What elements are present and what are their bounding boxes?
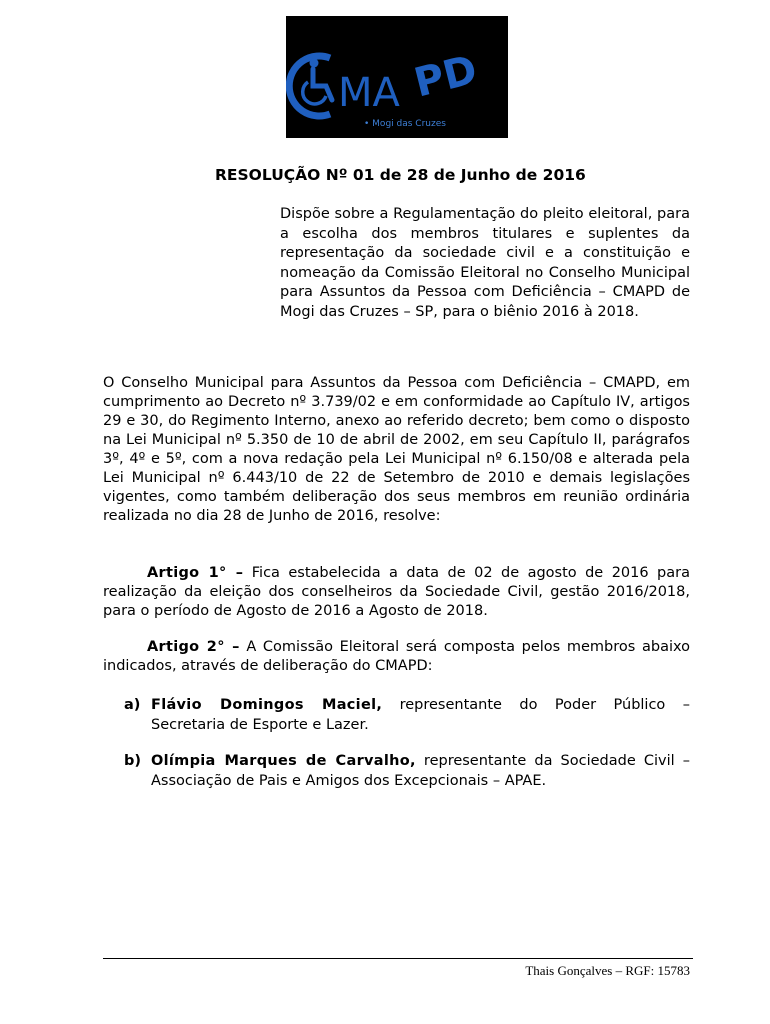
preamble-paragraph: O Conselho Municipal para Assuntos da Pessoa com Deficiência – CMAPD, em cumprimento ao Decreto nº 3.739/02 e em conformidade ao Capítulo IV, artigos 29 e 30, do Regimento Interno, anexo ao referido decreto; bem como o disposto na Lei Municipal nº 5.350 de 10 de abril de 2002, em seu Capítulo II, parágrafos 3º, 4º e 5º, com a nova redação pela Lei Municipal nº 6.150/08 e alterada pela Lei Municipal nº 6.443/10 de 22 de Setembro de 2010 e demais legislações vigentes, como também deliberação dos seus membros em reunião ordinária realizada no dia 28 de Junho de 2016, resolve:: [103, 375, 690, 524]
article-2-label: Artigo 2° –: [147, 639, 240, 655]
member-name: Olímpia Marques de Carvalho,: [151, 753, 416, 769]
logo-text-pd: PD: [409, 46, 482, 107]
footer-signature: Thais Gonçalves – RGF: 15783: [525, 963, 690, 978]
member-item-a: [124, 696, 690, 735]
article-2-text: A Comissão Eleitoral será composta pelos membros abaixo indicados, através de deliberação do CMAPD:: [103, 639, 690, 674]
resolution-summary: Dispõe sobre a Regulamentação do pleito eleitoral, para a escolha dos membros titulares e suplentes da representação da sociedade civil e a constituição e nomeação da Comissão Eleitoral no Conselho Municipal para Assuntos da Pessoa com Deficiência – CMAPD de Mogi das Cruzes – SP, para o biênio 2016 à 2018.: [280, 206, 690, 320]
article-1-label: Artigo 1° –: [147, 565, 244, 581]
article-1-text: Fica estabelecida a data de 02 de agosto de 2016 para realização da eleição dos conselheiros da Sociedade Civil, gestão 2016/2018, para o período de Agosto de 2016 a Agosto de 2018.: [103, 565, 690, 619]
member-item-b: [124, 752, 690, 791]
logo-text-ma: MA: [338, 70, 400, 116]
member-letter: b): [124, 753, 142, 769]
resolution-title: RESOLUÇÃO Nº 01 de 28 de Junho de 2016: [215, 166, 586, 184]
member-organization: Secretaria de Esporte e Lazer.: [151, 716, 369, 733]
member-letter: a): [124, 697, 141, 713]
article-2: [103, 638, 690, 676]
footer-divider: [103, 958, 693, 959]
member-name: Flávio Domingos Maciel,: [151, 697, 383, 713]
logo-subtitle: • Mogi das Cruzes: [364, 119, 446, 129]
member-organization: Associação de Pais e Amigos dos Excepcionais – APAE.: [151, 772, 547, 789]
cmapd-logo: [286, 16, 508, 138]
member-role: representante da Sociedade Civil –: [423, 753, 690, 769]
member-role: representante do Poder Público –: [399, 697, 690, 713]
wheelchair-icon: [303, 59, 332, 104]
article-1: [103, 564, 690, 621]
